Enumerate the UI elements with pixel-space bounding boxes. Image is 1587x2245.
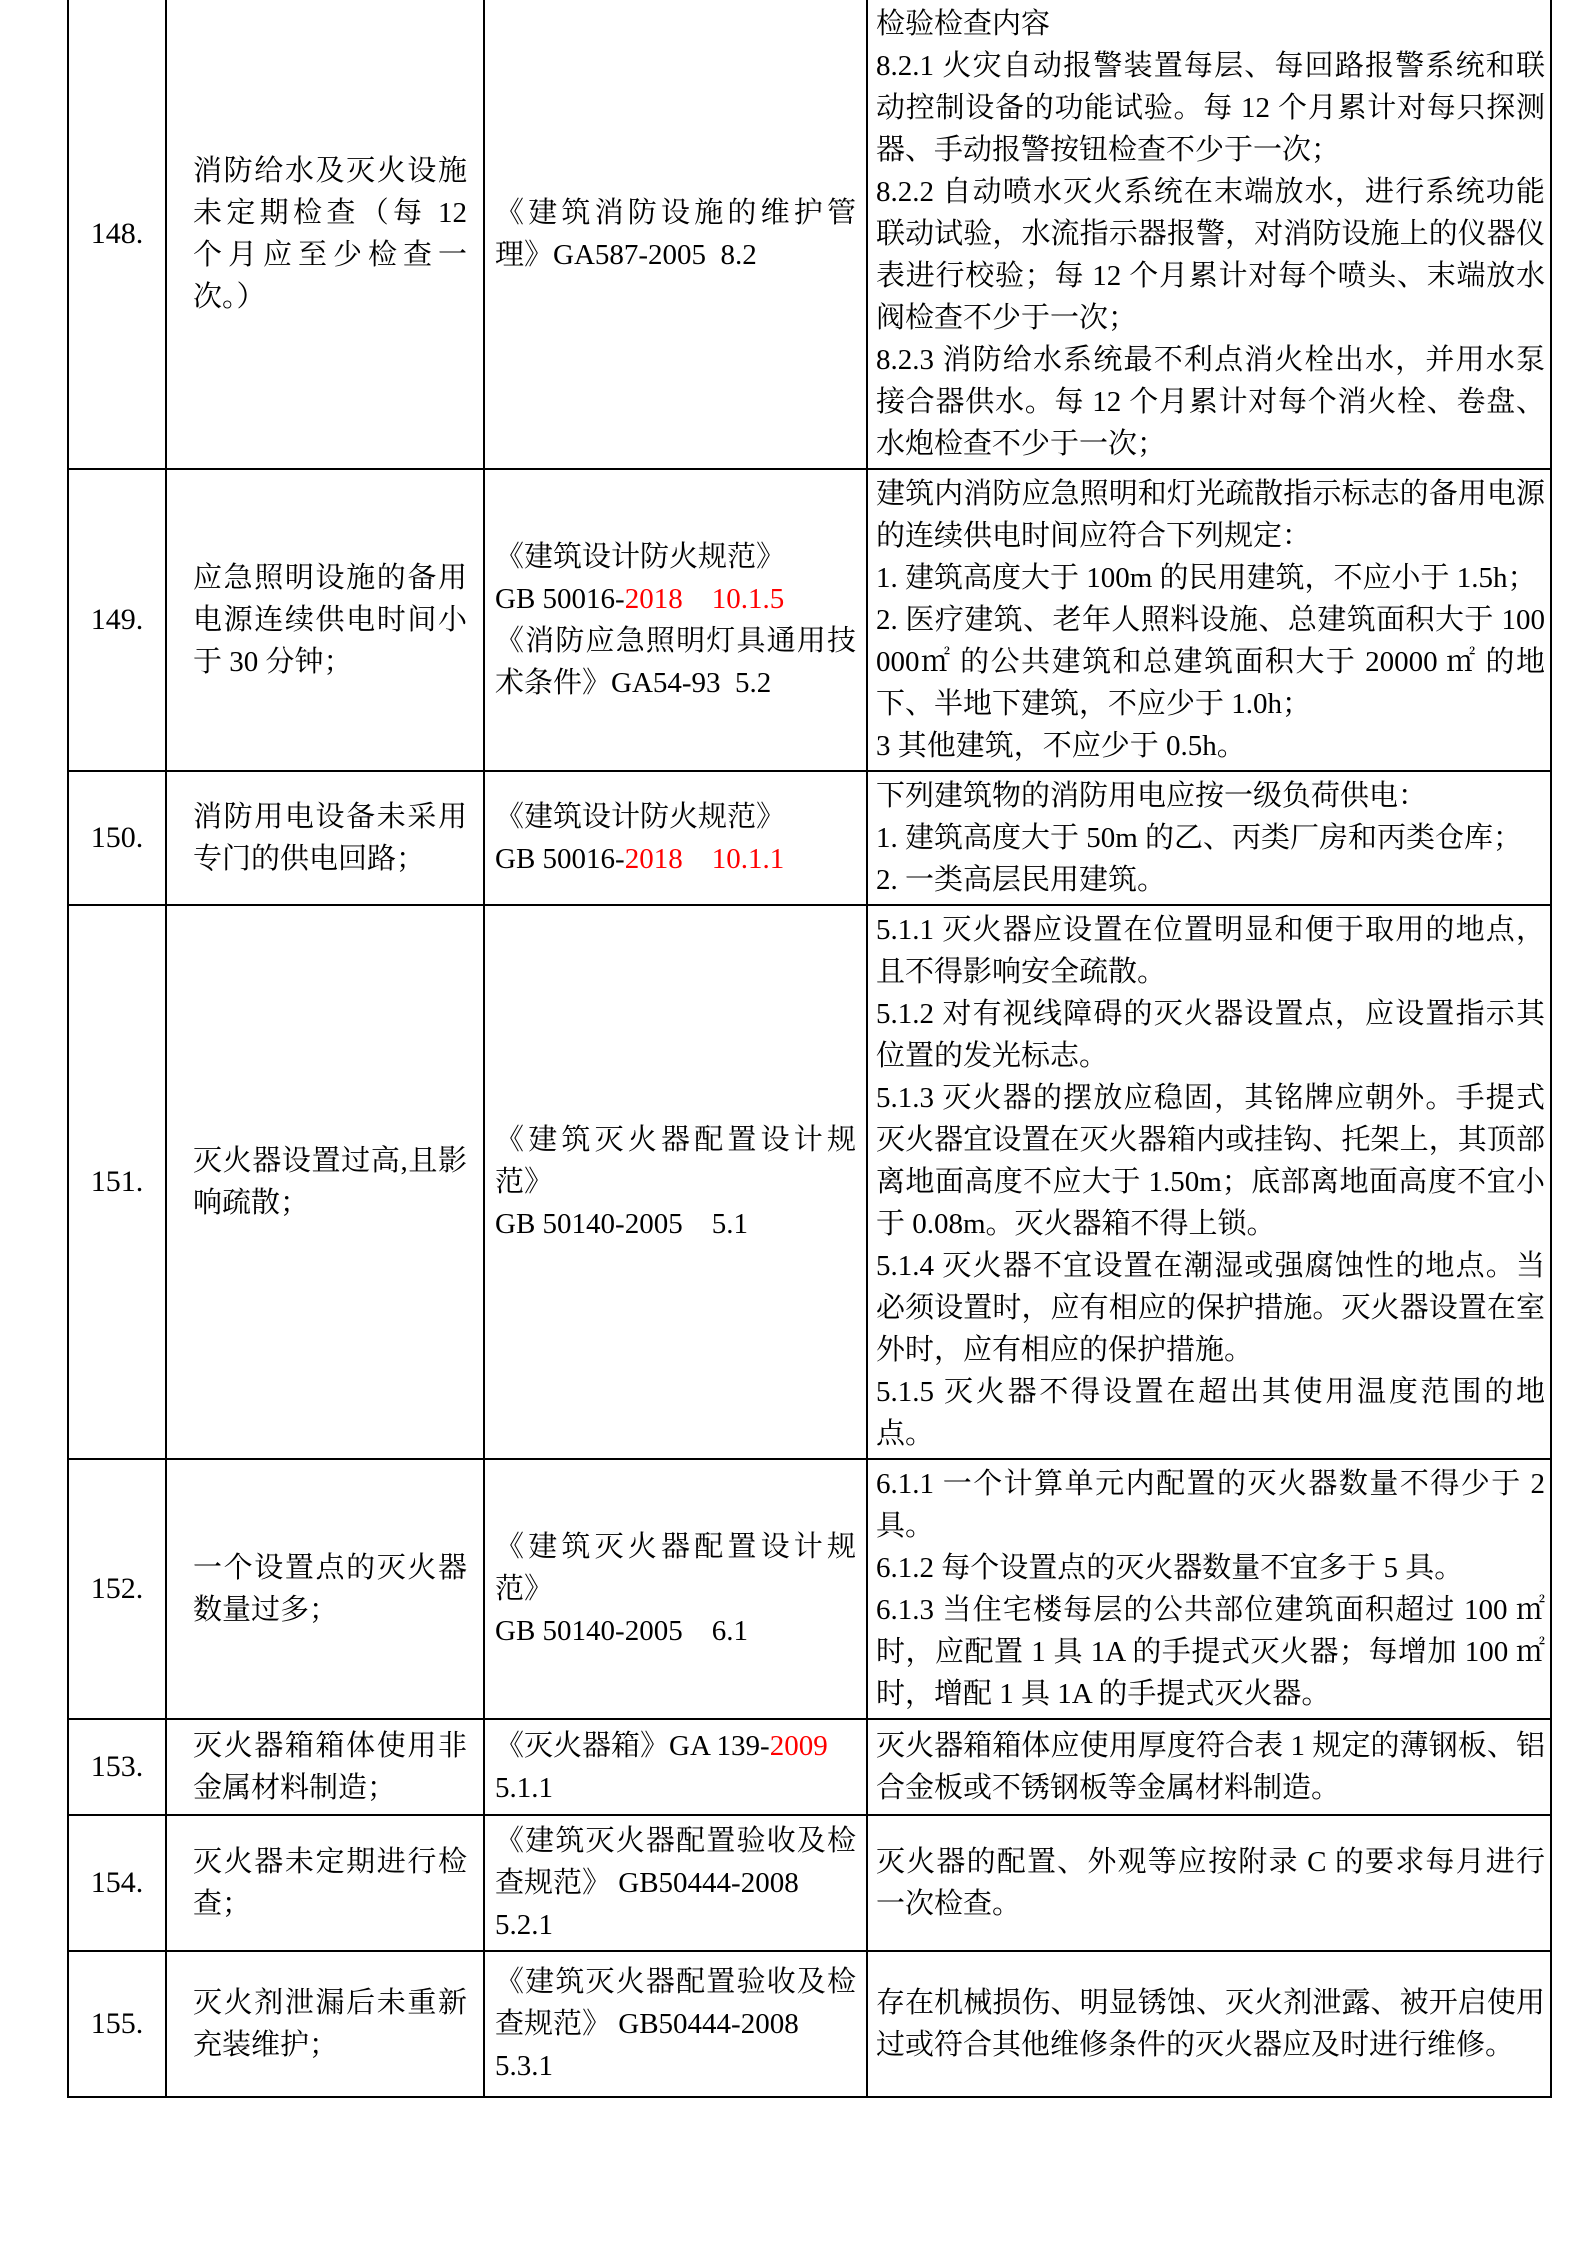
reference-text-run <box>683 583 712 615</box>
regulation-reference <box>484 469 867 771</box>
reference-line <box>495 1961 856 2045</box>
reference-line <box>495 192 856 276</box>
reference-text-run: GB 50016- <box>495 843 625 875</box>
inspection-content <box>867 1719 1551 1815</box>
content-paragraph: 8.2.1 火灾自动报警装置每层、每回路报警系统和联动控制设备的功能试验。每 12 个月累计对每只探测器、手动报警按钮检查不少于一次； <box>876 50 1545 166</box>
content-paragraph: 5.1.5 灭火器不得设置在超出其使用温度范围的地点。 <box>876 1376 1545 1450</box>
violation-issue: 消防用电设备未采用专门的供电回路； <box>166 771 484 905</box>
regulation-table <box>67 0 1552 2098</box>
regulation-reference <box>484 771 867 905</box>
content-paragraph: 2. 医疗建筑、老年人照料设施、总建筑面积大于 100000㎡ 的公共建筑和总建筑面积大于 20000 ㎡ 的地下、半地下建筑，不应少于 1.0h； <box>876 604 1545 720</box>
violation-issue: 灭火器未定期进行检查； <box>166 1815 484 1951</box>
row-number: 150. <box>68 771 166 905</box>
reference-line <box>495 1820 856 1904</box>
content-paragraph: 6.1.1 一个计算单元内配置的灭火器数量不得少于 2 具。 <box>876 1468 1545 1542</box>
inspection-content <box>867 469 1551 771</box>
regulation-reference <box>484 1815 867 1951</box>
content-paragraph: 5.1.3 灭火器的摆放应稳固，其铭牌应朝外。手提式灭火器宜设置在灭火器箱内或挂钩、托架上，其顶部离地面高度不应大于 1.50m；底部离地面高度不宜小于 0.08m。灭火器箱不得上锁。 <box>876 1082 1545 1240</box>
reference-text-run: 《灭火器箱》GA 139- <box>495 1730 770 1762</box>
violation-issue: 灭火器箱箱体使用非金属材料制造； <box>166 1719 484 1815</box>
highlighted-revision-text: 10.1.1 <box>711 843 785 875</box>
reference-text-run: 《建筑设计防火规范》 <box>495 541 786 573</box>
reference-line <box>495 620 856 704</box>
reference-line <box>495 2045 856 2087</box>
document-sheet <box>67 0 1550 2098</box>
content-paragraph: 2. 一类高层民用建筑。 <box>876 864 1167 896</box>
violation-issue: 一个设置点的灭火器数量过多； <box>166 1459 484 1719</box>
regulation-reference <box>484 0 867 469</box>
highlighted-revision-text: 2009 <box>769 1730 828 1762</box>
content-paragraph: 6.1.2 每个设置点的灭火器数量不宜多于 5 具。 <box>876 1552 1464 1584</box>
reference-text-run: GB 50140-2005 6.1 <box>495 1615 748 1647</box>
content-paragraph: 下列建筑物的消防用电应按一级负荷供电： <box>876 780 1428 812</box>
reference-text-run: 《建筑灭火器配置设计规范》 <box>495 1124 856 1198</box>
reference-line <box>495 578 856 620</box>
reference-line <box>495 1725 856 1767</box>
row-number: 154. <box>68 1815 166 1951</box>
content-paragraph: 灭火器箱箱体应使用厚度符合表 1 规定的薄钢板、铝合金板或不锈钢板等金属材料制造。 <box>876 1730 1545 1804</box>
row-number: 151. <box>68 905 166 1459</box>
reference-line <box>495 838 856 880</box>
table-row <box>68 905 1551 1459</box>
reference-text-run: 5.2.1 <box>495 1909 553 1941</box>
content-paragraph: 8.2.3 消防给水系统最不利点消火栓出水，并用水泵接合器供水。每 12 个月累计对每个消火栓、卷盘、水炮检查不少于一次； <box>876 344 1545 460</box>
content-paragraph: 建筑内消防应急照明和灯光疏散指示标志的备用电源的连续供电时间应符合下列规定： <box>876 478 1545 552</box>
row-number: 149. <box>68 469 166 771</box>
reference-text-run: 《建筑设计防火规范》 <box>495 801 786 833</box>
reference-line <box>495 1526 856 1610</box>
reference-text-run: 《建筑灭火器配置验收及检查规范》 GB50444-2008 <box>495 1966 856 2040</box>
reference-line <box>495 536 856 578</box>
content-paragraph: 8.2.2 自动喷水灭火系统在末端放水，进行系统功能联动试验，水流指示器报警，对消防设施上的仪器仪表进行校验；每 12 个月累计对每个喷头、末端放水阀检查不少于一次； <box>876 176 1545 334</box>
row-number: 148. <box>68 0 166 469</box>
table-row <box>68 771 1551 905</box>
reference-text-run: 《建筑消防设施的维护管理》GA587-2005 8.2 <box>495 197 856 271</box>
content-paragraph: 6.1.3 当住宅楼每层的公共部位建筑面积超过 100 ㎡时，应配置 1 具 1A 的手提式灭火器；每增加 100 ㎡时，增配 1 具 1A 的手提式灭火器。 <box>876 1594 1545 1710</box>
table-body <box>68 0 1551 2097</box>
table-row <box>68 0 1551 469</box>
content-paragraph: 检验检查内容 <box>876 8 1051 40</box>
reference-text-run: 《建筑灭火器配置设计规范》 <box>495 1531 856 1605</box>
regulation-reference <box>484 905 867 1459</box>
reference-text-run: 5.1.1 <box>495 1772 553 1804</box>
inspection-content <box>867 1459 1551 1719</box>
table-row <box>68 1951 1551 2097</box>
inspection-content <box>867 905 1551 1459</box>
row-number: 153. <box>68 1719 166 1815</box>
table-row <box>68 1719 1551 1815</box>
highlighted-revision-text: 10.1.5 <box>711 583 785 615</box>
content-paragraph: 5.1.1 灭火器应设置在位置明显和便于取用的地点，且不得影响安全疏散。 <box>876 914 1545 988</box>
table-row <box>68 1815 1551 1951</box>
reference-line <box>495 1610 856 1652</box>
regulation-reference <box>484 1719 867 1815</box>
content-paragraph: 灭火器的配置、外观等应按附录 C 的要求每月进行一次检查。 <box>876 1846 1545 1920</box>
inspection-content <box>867 771 1551 905</box>
content-paragraph: 5.1.4 灭火器不宜设置在潮湿或强腐蚀性的地点。当必须设置时，应有相应的保护措施。灭火器设置在室外时，应有相应的保护措施。 <box>876 1250 1545 1366</box>
regulation-reference <box>484 1459 867 1719</box>
reference-line <box>495 796 856 838</box>
regulation-reference <box>484 1951 867 2097</box>
row-number: 152. <box>68 1459 166 1719</box>
reference-text-run: GB 50140-2005 5.1 <box>495 1208 748 1240</box>
violation-issue: 消防给水及灭火设施未定期检查（每 12 个月应至少检查一次。） <box>166 0 484 469</box>
reference-text-run <box>683 843 712 875</box>
inspection-content <box>867 1815 1551 1951</box>
violation-issue: 灭火剂泄漏后未重新充装维护； <box>166 1951 484 2097</box>
content-paragraph: 存在机械损伤、明显锈蚀、灭火剂泄露、被开启使用过或符合其他维修条件的灭火器应及时进行维修。 <box>876 1987 1545 2061</box>
inspection-content <box>867 1951 1551 2097</box>
content-paragraph: 3 其他建筑，不应少于 0.5h。 <box>876 730 1246 762</box>
violation-issue: 应急照明设施的备用电源连续供电时间小于 30 分钟； <box>166 469 484 771</box>
table-row <box>68 1459 1551 1719</box>
inspection-content <box>867 0 1551 469</box>
reference-line <box>495 1767 856 1809</box>
reference-line <box>495 1904 856 1946</box>
highlighted-revision-text: 2018 <box>624 583 683 615</box>
reference-text-run: 《消防应急照明灯具通用技术条件》GA54-93 5.2 <box>495 625 856 699</box>
reference-text-run: GB 50016- <box>495 583 625 615</box>
highlighted-revision-text: 2018 <box>624 843 683 875</box>
reference-text-run: 《建筑灭火器配置验收及检查规范》 GB50444-2008 <box>495 1825 856 1899</box>
content-paragraph: 1. 建筑高度大于 50m 的乙、丙类厂房和丙类仓库； <box>876 822 1523 854</box>
reference-line <box>495 1203 856 1245</box>
reference-line <box>495 1119 856 1203</box>
content-paragraph: 5.1.2 对有视线障碍的灭火器设置点，应设置指示其位置的发光标志。 <box>876 998 1545 1072</box>
row-number: 155. <box>68 1951 166 2097</box>
content-paragraph: 1. 建筑高度大于 100m 的民用建筑，不应小于 1.5h； <box>876 562 1537 594</box>
table-row <box>68 469 1551 771</box>
violation-issue: 灭火器设置过高,且影响疏散； <box>166 905 484 1459</box>
reference-text-run: 5.3.1 <box>495 2050 553 2082</box>
